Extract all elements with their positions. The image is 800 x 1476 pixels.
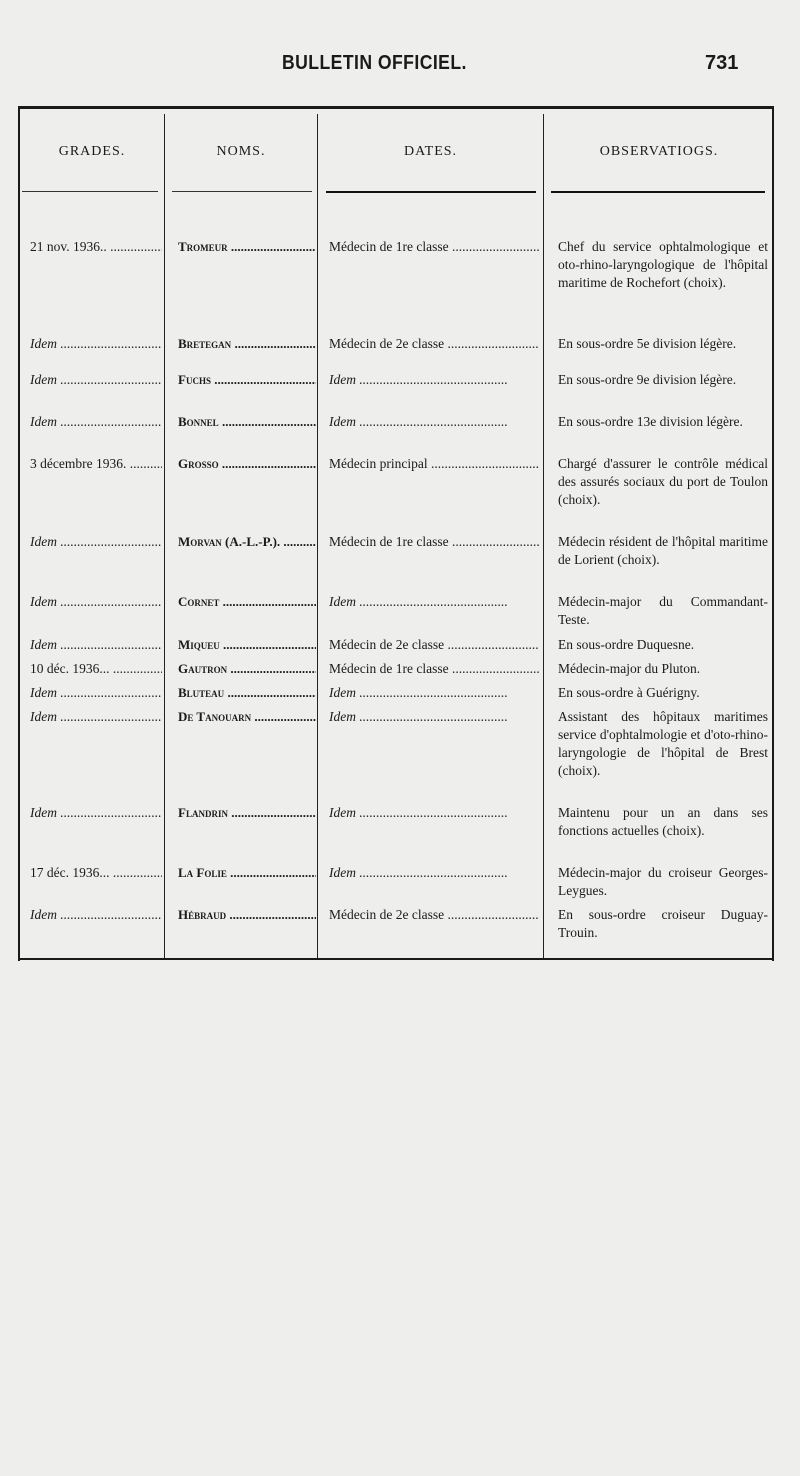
column-divider <box>164 114 165 960</box>
date-cell <box>329 660 539 678</box>
grade-cell-text: Idem ..... <box>30 534 162 549</box>
grade-cell <box>30 593 162 611</box>
column-header-dates: DATES. <box>403 144 458 159</box>
header-rule <box>172 191 312 192</box>
date-cell-text: Médecin principal ..... <box>329 456 539 471</box>
observation-cell-text: En sous-ordre 5e division légère. <box>558 336 737 351</box>
name-cell <box>178 708 316 726</box>
name-cell-text: Miqueu ..... <box>178 637 316 652</box>
grade-cell <box>30 636 162 654</box>
grade-cell-text: 3 décembre 1936. ..... <box>30 456 162 471</box>
observation-cell <box>558 593 768 629</box>
grade-cell-text: 10 déc. 1936... ..... <box>30 661 162 676</box>
date-cell-text: Idem ..... <box>329 594 508 609</box>
name-cell-text: De Tanouarn ..... <box>178 709 316 724</box>
name-cell <box>178 533 316 551</box>
observation-cell <box>558 371 768 389</box>
observation-cell-text: Chargé d'assurer le contrôle médical des assurés sociaux du port de Toulon (choix). <box>558 456 768 507</box>
observation-cell <box>558 636 768 654</box>
name-cell <box>178 804 316 822</box>
observation-cell <box>558 864 768 900</box>
observation-cell-text: En sous-ordre 13e division légère. <box>558 414 743 429</box>
name-cell-text: Tromeur ..... <box>178 239 316 254</box>
observation-cell <box>558 906 768 942</box>
header-rule <box>22 191 158 192</box>
observation-cell <box>558 455 768 509</box>
name-cell-text: Bretegan ..... <box>178 336 316 351</box>
date-cell <box>329 804 539 822</box>
page-title: BULLETIN OFFICIEL. <box>282 52 467 74</box>
header-rule <box>551 191 765 193</box>
grade-cell <box>30 708 162 726</box>
date-cell <box>329 636 539 654</box>
date-cell <box>329 371 539 389</box>
name-cell <box>178 455 316 473</box>
observation-cell-text: Maintenu pour un an dans ses fonctions actuelles (choix). <box>558 805 768 838</box>
observation-cell <box>558 708 768 780</box>
observation-cell-text: Chef du service ophtalmologique et oto-rhino-laryngologique de l'hôpital maritime de Rochefort (choix). <box>558 239 768 290</box>
grade-cell-text: Idem ..... <box>30 637 162 652</box>
observation-cell <box>558 684 768 702</box>
date-cell-text: Médecin de 1re classe ..... <box>329 534 539 549</box>
grade-cell-text: 17 déc. 1936... ..... <box>30 865 162 880</box>
observation-cell <box>558 413 768 431</box>
grade-cell <box>30 413 162 431</box>
grade-cell <box>30 238 162 256</box>
date-cell-text: Idem ..... <box>329 685 508 700</box>
grade-cell <box>30 906 162 924</box>
name-cell-text: Hébraud ..... <box>178 907 316 922</box>
date-cell-text: Médecin de 2e classe ..... <box>329 907 539 922</box>
grade-cell-text: Idem ..... <box>30 907 162 922</box>
column-header-observations: OBSERVATIOGS. <box>599 144 719 159</box>
grade-cell-text: Idem ..... <box>30 414 162 429</box>
observation-cell <box>558 533 768 569</box>
name-cell-text: Flandrin ..... <box>178 805 316 820</box>
name-cell <box>178 593 316 611</box>
date-cell <box>329 533 539 551</box>
grade-cell-text: Idem ..... <box>30 372 162 387</box>
observation-cell <box>558 804 768 840</box>
name-cell <box>178 684 316 702</box>
date-cell-text: Idem ..... <box>329 414 508 429</box>
date-cell-text: Médecin de 2e classe ..... <box>329 336 539 351</box>
name-cell-text: Gautron ..... <box>178 661 316 676</box>
observation-cell-text: En sous-ordre 9e division légère. <box>558 372 737 387</box>
date-cell-text: Idem ..... <box>329 805 508 820</box>
grade-cell <box>30 684 162 702</box>
table-bottom-rule <box>18 958 774 960</box>
name-cell-text: Fuchs ..... <box>178 372 316 387</box>
observation-cell-text: Médecin-major du croiseur Georges-Leygues. <box>558 865 768 898</box>
date-cell <box>329 455 539 473</box>
header-rule <box>326 191 536 193</box>
name-cell-text: Bluteau ..... <box>178 685 316 700</box>
name-cell <box>178 371 316 389</box>
date-cell <box>329 864 539 882</box>
name-cell-text: Cornet ..... <box>178 594 316 609</box>
column-divider <box>543 114 544 960</box>
observation-cell-text: En sous-ordre Duquesne. <box>558 637 695 652</box>
grade-cell <box>30 864 162 882</box>
observation-cell-text: En sous-ordre à Guérigny. <box>558 685 700 700</box>
name-cell-text: Bonnel ..... <box>178 414 316 429</box>
grade-cell-text: 21 nov. 1936.. ..... <box>30 239 162 254</box>
date-cell-text: Idem ..... <box>329 709 508 724</box>
date-cell <box>329 413 539 431</box>
observation-cell-text: Médecin résident de l'hôpital maritime de Lorient (choix). <box>558 534 768 567</box>
grade-cell <box>30 533 162 551</box>
observation-cell-text: Médecin-major du Pluton. <box>558 661 701 676</box>
observation-cell-text: En sous-ordre croiseur Duguay-Trouin. <box>558 907 768 940</box>
observation-cell <box>558 238 768 292</box>
name-cell <box>178 864 316 882</box>
date-cell-text: Idem ..... <box>329 865 508 880</box>
page-number: 731 <box>705 52 739 74</box>
observation-cell-text: Assistant des hôpitaux maritimes service d'ophtalmologie et d'oto-rhino-laryngologie de l'hôpital de Brest (choix). <box>558 709 768 778</box>
name-cell <box>178 413 316 431</box>
date-cell <box>329 684 539 702</box>
date-cell <box>329 335 539 353</box>
grade-cell-text: Idem ..... <box>30 685 162 700</box>
grade-cell <box>30 335 162 353</box>
column-header-grades: GRADES. <box>58 144 126 159</box>
grade-cell-text: Idem ..... <box>30 336 162 351</box>
date-cell-text: Médecin de 1re classe ..... <box>329 661 539 676</box>
grade-cell-text: Idem ..... <box>30 594 162 609</box>
column-divider <box>317 114 318 960</box>
observation-cell <box>558 660 768 678</box>
name-cell <box>178 906 316 924</box>
date-cell-text: Médecin de 1re classe ..... <box>329 239 539 254</box>
date-cell <box>329 708 539 726</box>
name-cell-text: Grosso ..... <box>178 456 316 471</box>
grade-cell-text: Idem ..... <box>30 709 162 724</box>
observation-cell-text: Médecin-major du Commandant-Teste. <box>558 594 768 627</box>
date-cell-text: Idem ..... <box>329 372 508 387</box>
name-cell <box>178 636 316 654</box>
column-header-noms: NOMS. <box>216 144 266 159</box>
date-cell <box>329 593 539 611</box>
observation-cell <box>558 335 768 353</box>
name-cell <box>178 660 316 678</box>
date-cell <box>329 238 539 256</box>
grade-cell <box>30 804 162 822</box>
name-cell-text: Morvan (A.-L.-P.). ..... <box>178 534 316 549</box>
name-cell <box>178 335 316 353</box>
name-cell <box>178 238 316 256</box>
page-header <box>0 52 800 86</box>
grade-cell <box>30 371 162 389</box>
name-cell-text: La Folie ..... <box>178 865 316 880</box>
grade-cell <box>30 660 162 678</box>
date-cell-text: Médecin de 2e classe ..... <box>329 637 539 652</box>
date-cell <box>329 906 539 924</box>
grade-cell <box>30 455 162 473</box>
grade-cell-text: Idem ..... <box>30 805 162 820</box>
